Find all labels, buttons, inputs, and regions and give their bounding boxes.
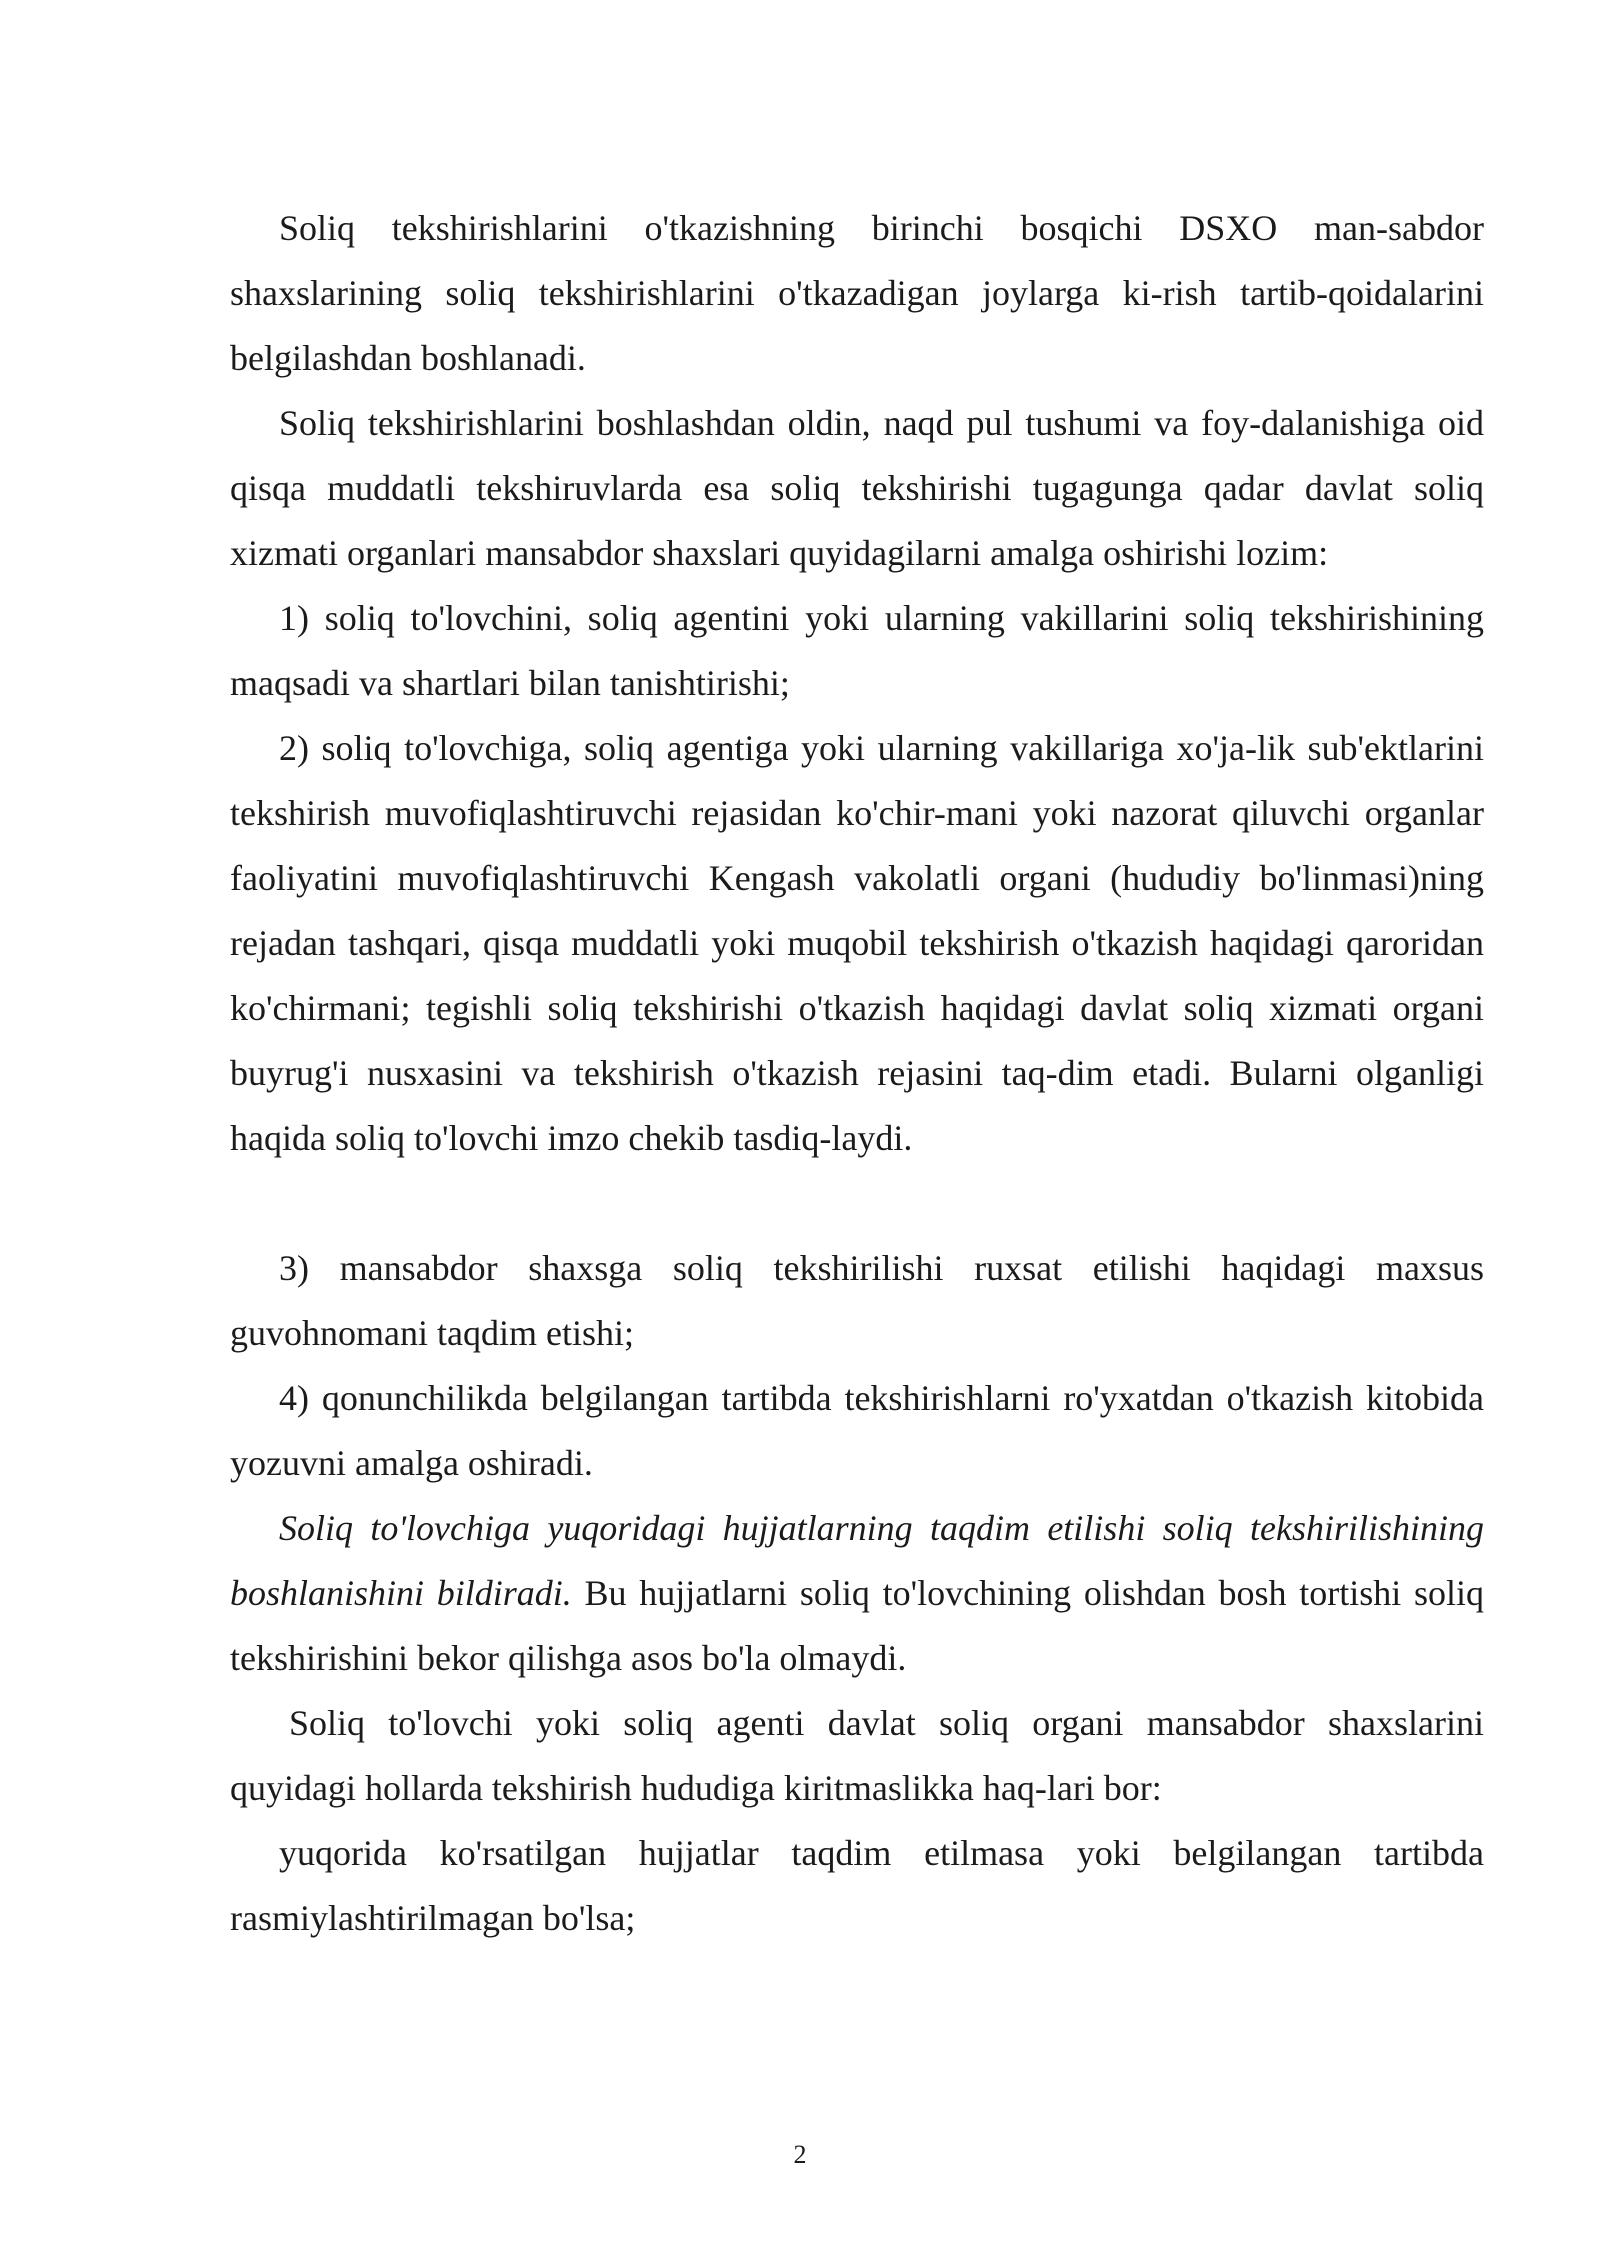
- page-number: 2: [793, 2140, 807, 2169]
- paragraph-refusal-condition: yuqorida ko'rsatilgan hujjatlar taqdim etilmasa yoki belgilangan tartibda rasmiylashtirilmagan bo'lsa;: [230, 1833, 1484, 1938]
- paragraph-before-inspection: Soliq tekshirishlarini boshlashdan oldin, naqd pul tushumi va foy-dalanishiga oid qisqa muddatli tekshiruvlarda esa soliq tekshirishi tugagunga qadar davlat soliq xizmati organlari mansabdor shaxslari quyidagilarni amalga oshirishi lozim:: [230, 403, 1484, 573]
- list-item-4: 4) qonunchilikda belgilangan tartibda tekshirishlarni ro'yxatdan o'tkazish kitobida yozuvni amalga oshiradi.: [230, 1378, 1484, 1483]
- paragraph-continuation: Bu hujjatlarni soliq to'lovchining olishdan bosh tortishi soliq tekshirishini bekor qilishga asos bo'la olmaydi.: [230, 1573, 1484, 1678]
- blank-line: [230, 1171, 1484, 1236]
- emphasized-sentence: Soliq to'lovchiga yuqoridagi hujjatlarning taqdim etilishi soliq tekshirilishining boshlanishini bildiradi.: [230, 1508, 1484, 1613]
- paragraph-inspection-first-stage: Soliq tekshirishlarini o'tkazishning birinchi bosqichi DSXO man-sabdor shaxslarining soliq tekshirishlarini o'tkazadigan joylarga ki-rish tartib-qoidalarini belgilashdan boshlanadi.: [230, 208, 1484, 378]
- list-item-2: 2) soliq to'lovchiga, soliq agentiga yoki ularning vakillariga xo'ja-lik sub'ektlarini tekshirish muvofiqlashtiruvchi rejasidan ko'chir-mani yoki nazorat qiluvchi organlar faoliyatini muvofiqlashtiruvchi Kengash vakolatli organi (hududiy bo'linmasi)ning rejadan tashqari, qisqa muddatli yoki muqobil tekshirish o'tkazish haqidagi qaroridan ko'chirmani; tegishli soliq tekshirishi o'tkazish haqidagi davlat soliq xizmati organi buyrug'i nusxasini va tekshirish o'tkazish rejasini taq-dim etadi. Bularni olganligi haqida soliq to'lovchi imzo chekib tasdiq-laydi.: [230, 728, 1484, 1158]
- paragraph-right-to-refuse: Soliq to'lovchi yoki soliq agenti davlat soliq organi mansabdor shaxslarini quyidagi hollarda tekshirish hududiga kiritmaslikka haq-lari bor:: [230, 1703, 1484, 1808]
- document-page: [230, 196, 1484, 1951]
- list-item-1: 1) soliq to'lovchini, soliq agentini yoki ularning vakillarini soliq tekshirishining maqsadi va shartlari bilan tanishtirishi;: [230, 598, 1484, 703]
- paragraph-inspection-start: [230, 1496, 1484, 1691]
- list-item-3: 3) mansabdor shaxsga soliq tekshirilishi ruxsat etilishi haqidagi maxsus guvohnomani taqdim etishi;: [230, 1248, 1484, 1353]
